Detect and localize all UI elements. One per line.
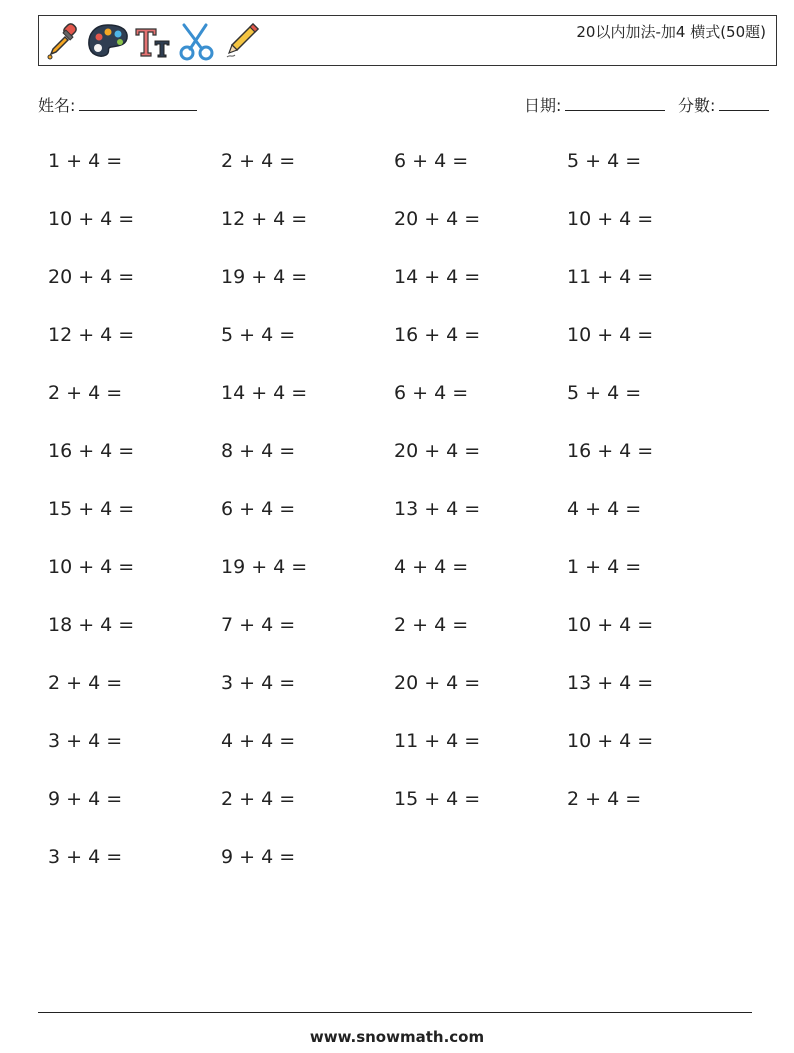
problem-item: 16 + 4 = [394,324,481,346]
score-blank[interactable] [719,96,769,111]
palette-icon [86,21,130,61]
problem-item: 20 + 4 = [394,208,481,230]
problem-item: 15 + 4 = [48,498,135,520]
problem-item: 12 + 4 = [221,208,308,230]
problem-grid [48,143,740,897]
problem-item: 12 + 4 = [48,324,135,346]
problem-item: 6 + 4 = [394,150,469,172]
score-label: 分數: [678,96,716,115]
problem-item: 13 + 4 = [567,672,654,694]
problem-item: 7 + 4 = [221,614,296,636]
problem-item: 16 + 4 = [567,440,654,462]
problem-item: 1 + 4 = [48,150,123,172]
problem-item: 4 + 4 = [394,556,469,578]
problem-item: 11 + 4 = [567,266,654,288]
problem-item: 10 + 4 = [567,730,654,752]
problem-item: 10 + 4 = [567,614,654,636]
problem-item: 20 + 4 = [394,672,481,694]
problem-item: 6 + 4 = [394,382,469,404]
dropper-icon [45,21,83,61]
problem-item: 1 + 4 = [567,556,642,578]
problem-item: 19 + 4 = [221,266,308,288]
name-label: 姓名: [38,96,76,115]
date-blank[interactable] [565,96,665,111]
date-label: 日期: [524,96,562,115]
problem-item: 5 + 4 = [567,150,642,172]
problem-item: 3 + 4 = [48,846,123,868]
problem-item: 5 + 4 = [567,382,642,404]
problem-item: 20 + 4 = [394,440,481,462]
problem-item: 6 + 4 = [221,498,296,520]
sheet-title: 20以内加法-加4 横式(50題) [576,23,766,41]
header-icons [45,19,261,63]
problem-item: 4 + 4 = [567,498,642,520]
problem-item: 10 + 4 = [567,324,654,346]
problem-item: 5 + 4 = [221,324,296,346]
problem-item: 10 + 4 = [48,556,135,578]
score-field [678,93,769,116]
problem-item: 11 + 4 = [394,730,481,752]
problem-item: 3 + 4 = [221,672,296,694]
problem-item: 2 + 4 = [567,788,642,810]
problem-item: 4 + 4 = [221,730,296,752]
problem-item: 9 + 4 = [48,788,123,810]
problem-item: 20 + 4 = [48,266,135,288]
problem-item: 16 + 4 = [48,440,135,462]
problem-item: 2 + 4 = [394,614,469,636]
name-blank[interactable] [79,96,197,111]
problem-item: 10 + 4 = [48,208,135,230]
scissors-icon [176,21,220,61]
header-box [38,15,777,66]
problem-item: 3 + 4 = [48,730,123,752]
problem-item: 8 + 4 = [221,440,296,462]
problem-item: 14 + 4 = [394,266,481,288]
pencil-icon [223,21,261,61]
problem-item: 19 + 4 = [221,556,308,578]
problem-item: 2 + 4 = [48,672,123,694]
problem-item: 18 + 4 = [48,614,135,636]
name-field [38,93,197,116]
problem-item: 14 + 4 = [221,382,308,404]
footer-divider [38,1012,752,1013]
problem-item: 9 + 4 = [221,846,296,868]
text-size-icon [133,21,173,61]
problem-item: 2 + 4 = [221,150,296,172]
problem-item: 10 + 4 = [567,208,654,230]
problem-item: 15 + 4 = [394,788,481,810]
problem-item: 13 + 4 = [394,498,481,520]
problem-item: 2 + 4 = [221,788,296,810]
date-field [524,93,665,116]
footer-site: www.snowmath.com [309,1028,485,1046]
problem-item: 2 + 4 = [48,382,123,404]
